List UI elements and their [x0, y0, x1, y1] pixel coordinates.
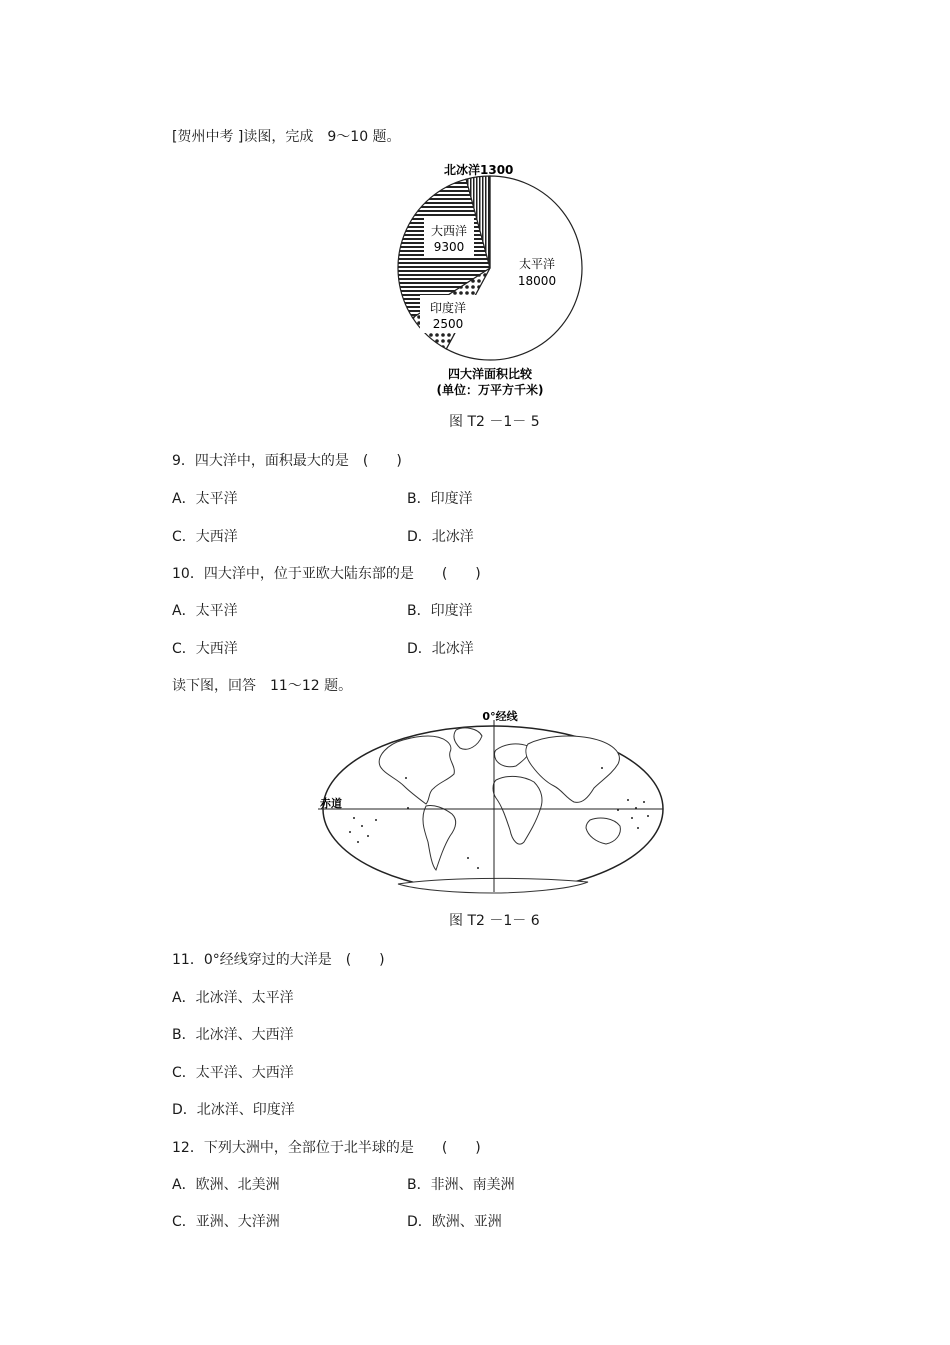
q12-option-b: B．非洲、南美洲 [407, 1177, 515, 1193]
question-12-stem: 12．下列大洲中，全部位于北半球的是 ( ) [172, 1140, 481, 1156]
pie-title: 四大洋面积比较 [447, 367, 533, 381]
pacific-value: 18000 [517, 274, 557, 288]
q11-option-d: D．北冰洋、印度洋 [172, 1102, 295, 1118]
world-map [318, 708, 668, 898]
intro-question-11-12: 读下图，回答 11～12 题。 [172, 678, 353, 694]
q10-option-b: B．印度洋 [407, 603, 473, 619]
pie-unit: (单位：万平方千米) [436, 383, 544, 397]
pacific-name: 太平洋 [518, 257, 556, 271]
ocean-area-pie-chart [380, 158, 600, 403]
figure-caption-1: 图 T2 －1－ 5 [449, 414, 540, 430]
antarctica [398, 878, 588, 893]
arctic-label: 北冰洋1300 [444, 163, 514, 177]
q12-option-d: D．欧洲、亚洲 [407, 1214, 502, 1230]
meridian-label: 0°经线 [482, 710, 518, 723]
q11-option-c: C．太平洋、大西洋 [172, 1065, 294, 1081]
q12-option-a: A．欧洲、北美洲 [172, 1177, 280, 1193]
q11-option-a: A．北冰洋、太平洋 [172, 990, 294, 1006]
q11-option-b: B．北冰洋、大西洋 [172, 1027, 294, 1043]
q9-option-a: A．太平洋 [172, 491, 238, 507]
equator-label: 赤道 [320, 797, 342, 810]
q12-option-c: C．亚洲、大洋洲 [172, 1214, 280, 1230]
q10-option-c: C．大西洋 [172, 641, 238, 657]
indian-value: 2500 [432, 317, 464, 331]
figure-caption-2: 图 T2 －1－ 6 [449, 913, 540, 929]
question-11-stem: 11．0°经线穿过的大洋是 ( ) [172, 952, 385, 968]
question-9-stem: 9．四大洋中，面积最大的是 ( ) [172, 453, 402, 469]
q9-option-d: D．北冰洋 [407, 529, 474, 545]
q9-option-c: C．大西洋 [172, 529, 238, 545]
q10-option-a: A．太平洋 [172, 603, 238, 619]
atlantic-name: 大西洋 [430, 224, 468, 238]
q9-option-b: B．印度洋 [407, 491, 473, 507]
atlantic-value: 9300 [433, 240, 465, 254]
indian-name: 印度洋 [429, 301, 467, 315]
q10-option-d: D．北冰洋 [407, 641, 474, 657]
question-10-stem: 10．四大洋中，位于亚欧大陆东部的是 ( ) [172, 566, 481, 582]
intro-question-9-10: [贺州中考 ]读图，完成 9～10 题。 [172, 129, 401, 145]
